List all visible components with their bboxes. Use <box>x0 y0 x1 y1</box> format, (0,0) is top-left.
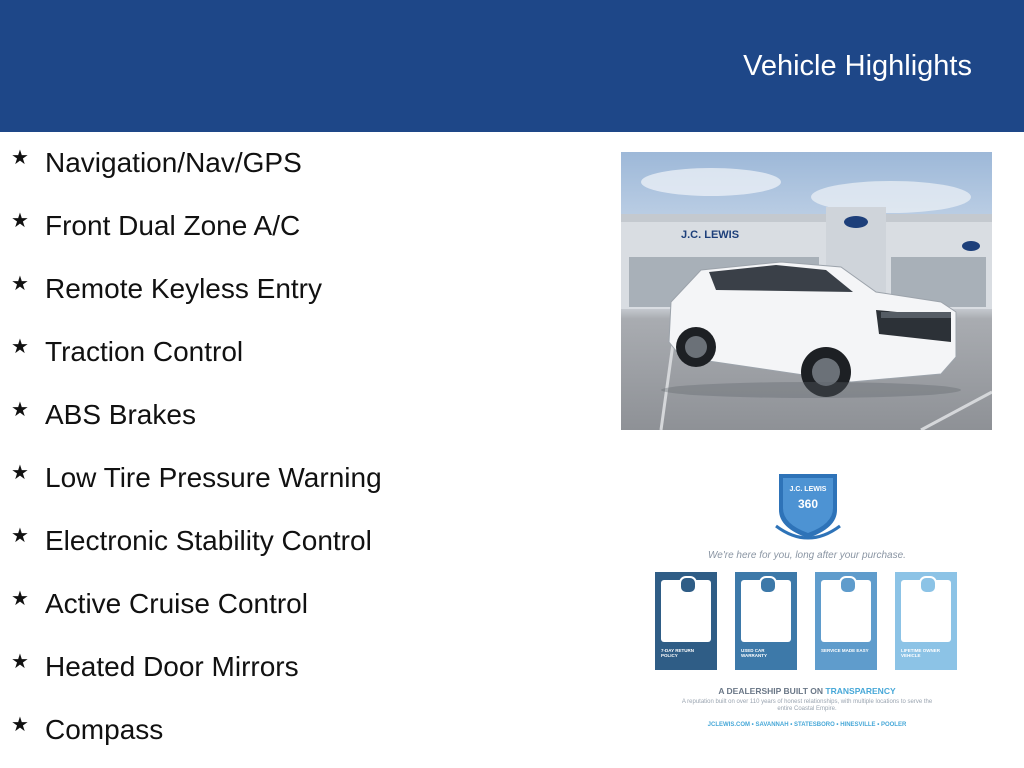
list-item <box>0 447 600 510</box>
card-label: USED CAR WARRANTY <box>741 648 767 658</box>
warranty-icon <box>759 576 777 594</box>
shield-badge-icon <box>651 470 963 550</box>
built-accent: TRANSPARENCY <box>825 686 896 696</box>
feature-label: Active Cruise Control <box>45 588 308 619</box>
vehicle-photo <box>621 152 992 430</box>
star-icon: ★ <box>11 525 29 547</box>
card-return-policy <box>655 572 717 670</box>
star-icon: ★ <box>11 336 29 358</box>
badge-title: J.C. LEWIS <box>789 486 827 493</box>
dealership-graphic <box>651 470 963 738</box>
badge-number: 360 <box>797 497 819 511</box>
card-service-made-easy <box>815 572 877 670</box>
header-banner <box>0 0 1024 132</box>
service-icon <box>839 576 857 594</box>
graphic-tagline: We're here for you, long after your purchase. <box>708 550 906 561</box>
star-icon: ★ <box>11 462 29 484</box>
page-title: Vehicle Highlights <box>743 50 972 82</box>
feature-label: Compass <box>45 714 164 745</box>
feature-label: Electronic Stability Control <box>45 525 372 556</box>
graphic-description: A reputation built on over 110 years of honest relationships, with multiple locations to serve the entire Coastal Empire. <box>681 699 933 712</box>
list-item <box>0 195 600 258</box>
feature-label: Remote Keyless Entry <box>45 273 322 304</box>
feature-label: Traction Control <box>45 336 244 367</box>
graphic-locations: JCLEWIS.COM • SAVANNAH • STATESBORO • HINESVILLE • POOLER <box>707 722 907 728</box>
list-item <box>0 258 600 321</box>
return-icon <box>679 576 697 594</box>
list-item <box>0 636 600 699</box>
card-label: LIFETIME OWNER VEHICLE <box>901 648 940 658</box>
feature-label: ABS Brakes <box>45 399 196 430</box>
card-label: SERVICE MADE EASY <box>821 648 869 653</box>
feature-label: Front Dual Zone A/C <box>45 210 301 241</box>
feature-label: Navigation/Nav/GPS <box>45 147 302 178</box>
dealer-sign: J.C. LEWIS <box>681 229 740 241</box>
star-icon: ★ <box>11 588 29 610</box>
built-prefix: A DEALERSHIP BUILT ON <box>718 686 824 696</box>
card-used-car-warranty <box>735 572 797 670</box>
card-lifetime-owner-vehicle <box>895 572 957 670</box>
list-item <box>0 573 600 636</box>
feature-list <box>0 132 600 762</box>
feature-label: Low Tire Pressure Warning <box>45 462 382 493</box>
feature-label: Heated Door Mirrors <box>45 651 299 682</box>
star-icon: ★ <box>11 399 29 421</box>
list-item <box>0 384 600 447</box>
list-item <box>0 132 600 195</box>
star-icon: ★ <box>11 714 29 736</box>
built-on-heading <box>651 686 963 696</box>
star-icon: ★ <box>11 210 29 232</box>
list-item <box>0 321 600 384</box>
owner-icon <box>919 576 937 594</box>
star-icon: ★ <box>11 147 29 169</box>
vehicle-photo-illustration <box>621 152 992 430</box>
star-icon: ★ <box>11 651 29 673</box>
list-item <box>0 510 600 573</box>
card-label: 7-DAY RETURN POLICY <box>661 648 695 658</box>
star-icon: ★ <box>11 273 29 295</box>
list-item <box>0 699 600 762</box>
